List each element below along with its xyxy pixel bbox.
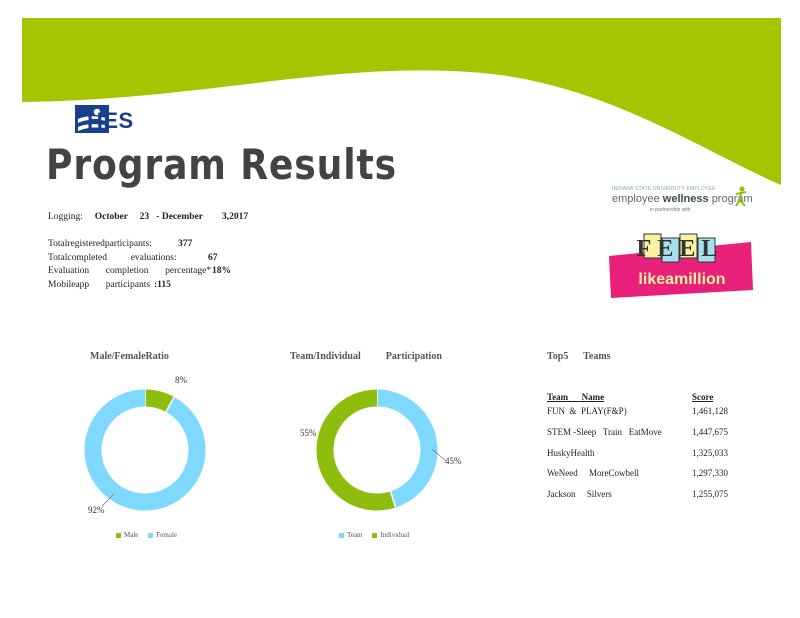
donut-slice-male bbox=[145, 398, 170, 404]
stat-label: Totalregisteredparticipants: bbox=[48, 239, 152, 249]
ewp-sub-text: in partnership with bbox=[650, 207, 691, 213]
table-row bbox=[547, 427, 737, 448]
employee-wellness-program-logo bbox=[612, 186, 752, 220]
team-name: FUN & PLAY(F&P) bbox=[547, 406, 627, 416]
team-score: 1,255,075 bbox=[692, 489, 728, 500]
hes-logo-text: HES bbox=[87, 108, 134, 133]
table-row bbox=[547, 448, 737, 469]
like-a-million-word: likeamillion bbox=[638, 271, 726, 288]
logging-label: Logging: bbox=[48, 212, 83, 222]
table-row bbox=[547, 489, 737, 510]
logging-end: December bbox=[161, 212, 203, 222]
logging-year: 3,2017 bbox=[221, 212, 249, 222]
page-title: Program Results bbox=[46, 140, 397, 189]
stat-row bbox=[48, 238, 248, 252]
donut-slice-team bbox=[377, 398, 429, 499]
feel-word: FEEL bbox=[636, 236, 724, 262]
ewp-word-program: program bbox=[711, 193, 753, 205]
logging-period bbox=[48, 212, 248, 222]
donut-slice-individual bbox=[325, 398, 393, 502]
legend-label: Individual bbox=[380, 531, 410, 539]
leader-line bbox=[430, 445, 450, 465]
legend-label: Male bbox=[124, 531, 139, 539]
legend-item-team bbox=[339, 531, 362, 539]
legend-item-individual bbox=[372, 531, 409, 539]
legend-label: Female bbox=[156, 531, 177, 539]
participation-donut-chart bbox=[312, 385, 442, 515]
logging-start: October 23 bbox=[94, 212, 150, 222]
stat-label: Evaluation completion percentage* bbox=[48, 266, 212, 276]
chart-title-gender: Male/FemaleRatio bbox=[90, 351, 169, 362]
column-header-score: Score bbox=[692, 392, 714, 402]
runner-icon bbox=[734, 186, 748, 208]
stat-row bbox=[48, 279, 248, 293]
data-label-team: 45% bbox=[445, 456, 462, 466]
top-teams-title: Top5 Teams bbox=[547, 351, 611, 362]
team-score: 1,461,128 bbox=[692, 406, 728, 416]
team-name: STEM -Sleep Train EatMove bbox=[547, 426, 662, 437]
team-name: Jackson Silvers bbox=[547, 489, 612, 500]
data-label-individual: 55% bbox=[300, 428, 317, 438]
column-header-team-name: Team Name bbox=[547, 392, 605, 402]
legend-item-female bbox=[148, 531, 177, 539]
stat-value: 67 bbox=[208, 252, 218, 263]
legend-swatch bbox=[148, 533, 153, 538]
stat-row bbox=[48, 265, 248, 279]
table-header bbox=[547, 392, 737, 406]
team-score: 1,297,330 bbox=[692, 468, 728, 479]
gender-legend bbox=[116, 531, 177, 539]
team-name: WeNeed MoreCowbell bbox=[547, 468, 639, 479]
chart-title-participation: Team/Individual Participation bbox=[290, 351, 442, 362]
stat-label: Mobileapp participants bbox=[48, 279, 151, 290]
logging-separator: - bbox=[156, 212, 160, 222]
data-label-male: 8% bbox=[175, 375, 187, 385]
donut-slice-female bbox=[93, 398, 197, 502]
top-teams-table bbox=[547, 392, 737, 510]
ewp-main-text bbox=[612, 193, 753, 205]
stat-value: 18% bbox=[212, 266, 231, 276]
feel-like-a-million-logo bbox=[606, 232, 756, 302]
team-score: 1,447,675 bbox=[692, 426, 728, 437]
ewp-word-wellness: wellness bbox=[662, 193, 709, 205]
legend-swatch bbox=[372, 533, 377, 538]
table-row bbox=[547, 406, 737, 427]
stats-list bbox=[48, 238, 248, 292]
team-score: 1,325,033 bbox=[692, 447, 728, 458]
legend-label: Team bbox=[347, 531, 363, 539]
legend-item-male bbox=[116, 531, 138, 539]
participation-legend bbox=[339, 531, 409, 539]
data-label-female: 92% bbox=[88, 505, 105, 515]
leader-line bbox=[100, 490, 120, 510]
table-row bbox=[547, 468, 737, 489]
legend-swatch bbox=[339, 533, 344, 538]
stat-value: 377 bbox=[178, 239, 193, 249]
stat-label: Totalcompleted evaluations: bbox=[48, 252, 177, 263]
ewp-org-text: INDIANA STATE UNIVERSITY EMPLOYEE bbox=[612, 186, 716, 192]
stat-row bbox=[48, 252, 248, 266]
legend-swatch bbox=[116, 533, 121, 538]
team-name: HuskyHealth bbox=[547, 447, 595, 458]
stat-value: :115 bbox=[154, 279, 171, 290]
ewp-word-employee: employee bbox=[612, 193, 660, 205]
